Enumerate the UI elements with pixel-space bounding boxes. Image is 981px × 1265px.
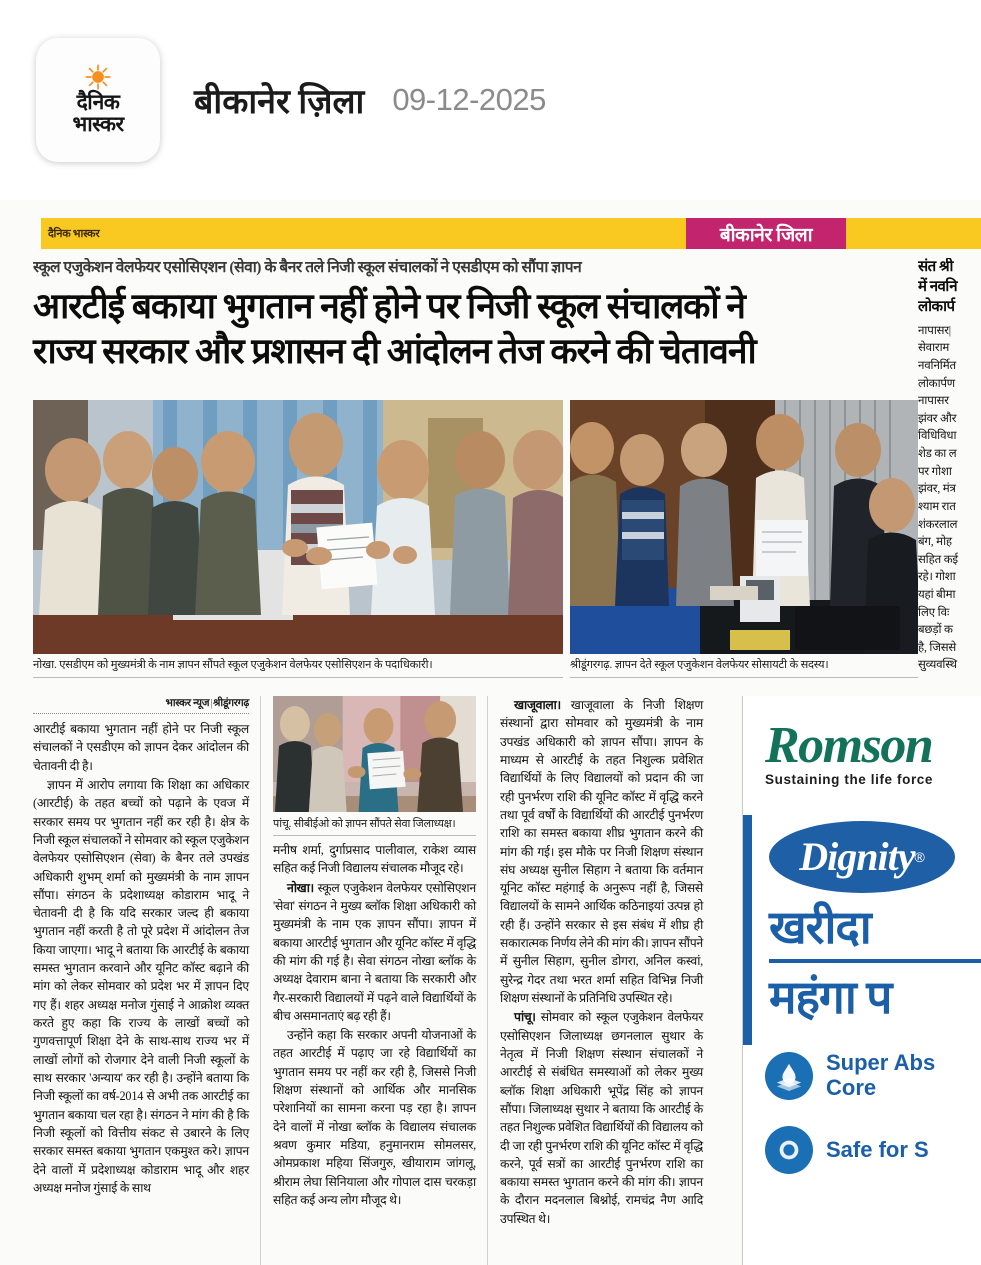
photo-sridungargarh-image <box>570 400 918 654</box>
caption-nokha: नोखा. एसडीएम को मुख्यमंत्री के नाम ज्ञापन सौंपते स्कूल एजुकेशन वेलफेयर एसोसिएशन के पदाधिकारी। <box>33 658 563 678</box>
ad-feature-2-line-1: Safe for S <box>826 1136 929 1162</box>
body-column-3 <box>487 696 714 1265</box>
rc-line-13: रहे। गोशा <box>918 570 956 584</box>
strip-brand-label: दैनिक भास्कर <box>48 228 100 240</box>
c2-para-1: मनीष शर्मा, दुर्गाप्रसाद पालीवाल, राकेश व्यास सहित कई निजी विद्यालय संचालक मौजूद रहे। <box>273 843 476 876</box>
ad-feature-2 <box>765 1126 981 1174</box>
logo-line-2: भास्कर <box>72 112 124 136</box>
article-headline <box>33 284 913 373</box>
safe-skin-icon <box>765 1126 813 1174</box>
absorbent-drop-icon <box>765 1052 813 1100</box>
ad-feature-1-line-1: Super Abs <box>826 1050 936 1076</box>
c3-para-1-text: खाजूवाला के निजी शिक्षण संस्थानों द्वारा सोमवार को मुख्यमंत्री के नाम उपखंड अधिकारी को ज्ञापन सौंपा। ज्ञापन के माध्यम से आरटीई के तहत निशुल्क प्रवेशित विद्यार्थियों के लिए विद्यालयों को प्रदान की जा रही पुनर्भरण राशि की यूनिट कॉस्ट में वृद्धि करने तथा पूर्व वर्षों के विद्यार्थियों की आरटीई पुनर्भरण राशि का समस्त बकाया शीघ्र भुगतान करने की मांग की गई। इस मौके पर निजी शिक्षण संस्थान संघ अध्यक्ष सुनील सिहाग ने बताया कि वर्तमान यूनिट कॉस्ट महंगाई के अनुरूप नहीं है, जिससे विद्यालयों के सामने आर्थिक कठिनाइयां उत्पन्न हो रही हैं। उन्होंने सरकार से इस संबंध में शीघ्र ही सकारात्मक निर्णय लेने की मांग की। ज्ञापन सौंपने में सुनील सिहाग, सुनील डोगरा, अनिल कस्वां, सुरेन्द्र गेदर तथा भरत शर्मा सहित विभिन्न निजी शिक्षण संस्थानों के प्रतिनिधि उपस्थित रहे। <box>500 698 703 1005</box>
rc-head-line-3: लोकार्प <box>918 298 955 315</box>
body-column-2 <box>260 696 487 1265</box>
rc-line-7: पर गोशा <box>918 464 952 478</box>
rc-line-6: शेड का ल <box>918 447 957 461</box>
c3-dateline-1: खाजूवाला। <box>514 698 561 712</box>
sun-icon <box>85 64 111 90</box>
logo-line-1: दैनिक <box>76 90 120 115</box>
c3-para-2 <box>500 1008 703 1228</box>
lead-photo-row <box>33 400 918 654</box>
rc-line-4: झंवर और <box>918 411 957 425</box>
ad-divider <box>769 959 981 963</box>
ad-accent-bar <box>743 815 752 1045</box>
photo-nokha-sdm[interactable] <box>33 400 563 654</box>
ad-logo-dignity <box>769 821 955 893</box>
advertisement-panel[interactable] <box>742 696 981 1265</box>
ad-feature-2-label <box>826 1138 929 1162</box>
photo-panchu-image <box>273 696 476 812</box>
byline: भास्कर न्यूज|श्रीडूंगरगढ़ <box>33 696 249 714</box>
rc-line-11: बंग, मोह <box>918 535 952 549</box>
rc-line-1: नवनिर्मित <box>918 359 956 373</box>
caption-panchu: पांचू. सीबीईओ को ज्ञापन सौंपते सेवा जिलाध्यक्ष। <box>273 816 476 836</box>
rc-head-line-2: में नवनि <box>918 278 958 295</box>
c2-para-3: उन्होंने कहा कि सरकार अपनी योजनाओं के तहत आरटीई में पढ़ाए जा रहे विद्यार्थियों का भुगतान समय पर नहीं कर रही है, जिससे निजी शिक्षण संस्थानों को आर्थिक और मानसिक परेशानियों का सामना करना पड़ रहा है। ज्ञापन देने वालों में नोखा ब्लॉक के विद्यालय संचालक श्रवण कुमार मडिया, हनुमानराम सोमलसर, ओमप्रकाश महिया सिंजगुरु, खीयाराम जांगलू, श्रीराम लेघा सिनियाला और गोपाल दास चरकड़ा सहित कई अन्य लोग मौजूद थे। <box>273 1028 476 1207</box>
ad-hindi-line-2: महंगा प <box>769 972 892 1024</box>
c1-para-2: ज्ञापन में आरोप लगाया कि शिक्षा का अधिकार (आरटीई) के तहत बच्चों को पढ़ाने के एवज में सरकार समय पर भुगतान नहीं कर रही है। क्षेत्र के निजी स्कूल संचालकों ने सोमवार को स्कूल एजुकेशन वेलफेयर एसोसिएशन (सेवा) के बैनर तले उपखंड अधिकारी शुभम् शर्मा को मुख्यमंत्री के नाम ज्ञापन सौंपा। संगठन के प्रदेशाध्यक्ष कोडाराम भादू ने चेतावनी दी है कि यदि सरकार जल्द ही बकाया भुगतान नहीं करती है तो पूरे प्रदेश में आंदोलन तेज किया जाएगा। भादू ने बताया कि आरटीई के बकाया समस्त भुगतान करवाने और यूनिट कॉस्ट बढ़ाने की मांग को लेकर सोमवार को प्रदेश भर में ज्ञापन दिए गए हैं। शहर अध्यक्ष मनोज गुंसाई ने आक्रोश व्यक्त करते हुए कहा कि राज्य के लाखों बच्चों को गुणवत्तापूर्ण शिक्षा देने के साथ-साथ राज्य भर में लाखों लोगों को रोजगार देने वाली निजी स्कूलों के साथ सरकार 'अन्याय' कर रही है। उन्होंने बताया कि निजी स्कूलों का वर्ष-2014 से अभी तक आरटीई का भुगतान बकाया चल रहा है। संगठन ने मांग की है कि निजी स्कूलों को वित्तीय संकट से उबारने के लिए सरकार समस्त बकाया भुगतान एकमुश्त करे। ज्ञापन देने वालों में प्रदेशाध्यक्ष कोडाराम भादू और शहर अध्यक्ष मनोज गुंसाई के साथ <box>33 777 249 1195</box>
article-body <box>33 696 738 1265</box>
rc-line-17: है, जिससे <box>918 640 957 654</box>
ad-tagline: Sustaining the life force <box>765 771 934 787</box>
rc-line-18: सुव्यवस्थि <box>918 658 957 672</box>
byline-place: श्रीडूंगरगढ़ <box>213 698 249 709</box>
right-column-body <box>918 322 981 674</box>
bhaskar-logo[interactable] <box>36 38 160 162</box>
rc-dateline: नापासर| <box>918 323 951 337</box>
ad-feature-1-line-2: Core <box>826 1074 877 1100</box>
rc-line-12: सहित कई <box>918 552 958 566</box>
strip-district-label: बीकानेर जिला <box>719 224 813 246</box>
rc-line-15: लिए विः <box>918 605 950 619</box>
c3-para-2-text: सोमवार को स्कूल एजुकेशन वेलफेयर एसोसिएशन जिलाध्यक्ष छगनलाल सुथार के नेतृत्व में निजी शिक्षण संस्थान संचालकों ने आरटीई से संबंधित समस्याओं को लेकर मुख्य ब्लॉक शिक्षा अधिकारी भूपेंद्र सिंह को ज्ञापन सौंपा। जिलाध्यक्ष सुथार ने बताया कि आरटीई के तहत निशुल्क प्रवेशित विद्यार्थियों की विद्यालय को दी जा रही पुनर्भरण राशि की यूनिट कॉस्ट में वृद्धि करने, पूर्व सत्रों का आरटीई पुनर्भरण राशि का बकाया समस्त भुगतान करने की मांग की। ज्ञापन के दौरान मदनलाल बिश्नोई, रामचंद्र नैण आदि उपस्थित थे। <box>500 1010 704 1226</box>
rc-line-16: बछड़ों क <box>918 623 953 637</box>
rc-head-line-1: संत श्री <box>918 259 953 275</box>
rc-line-9: श्याम रात <box>918 499 956 513</box>
rc-line-10: शंकरलाल <box>918 517 958 531</box>
byline-source: भास्कर न्यूज <box>165 698 210 709</box>
ad-feature-1 <box>765 1051 981 1099</box>
ad-product-block <box>765 821 981 1026</box>
c2-para-2 <box>273 879 476 1026</box>
rc-line-0: सेवाराम <box>918 341 950 355</box>
rc-line-3: नापासर <box>918 394 949 408</box>
photo-caption-row <box>33 658 918 678</box>
ad-product-name: Dignity <box>799 834 915 880</box>
rc-line-8: झंवर, मंत्र <box>918 482 956 496</box>
logo-wordmark <box>72 92 123 136</box>
photo-panchu[interactable] <box>273 696 476 812</box>
newspaper-page[interactable] <box>0 200 981 1265</box>
lead-article-header <box>33 258 913 374</box>
right-column-headline <box>918 258 981 318</box>
registered-mark-icon: ® <box>914 848 925 865</box>
c3-para-1 <box>500 696 703 1007</box>
body-column-1 <box>33 696 260 1265</box>
c1-para-1: आरटीई बकाया भुगतान नहीं होने पर निजी स्कूल संचालकों ने एसडीएम को ज्ञापन देकर आंदोलन की चेतावनी दी है। <box>33 722 249 773</box>
headline-line-1: आरटीई बकाया भुगतान नहीं होने पर निजी स्कूल संचालकों ने <box>33 286 745 327</box>
ad-feature-1-label <box>826 1051 935 1099</box>
page-strip <box>41 218 981 249</box>
photo-sridungargarh[interactable] <box>570 400 918 654</box>
photo-nokha-sdm-image <box>33 400 563 654</box>
article-kicker: स्कूल एजुकेशन वेलफेयर एसोसिएशन (सेवा) के बैनर तले निजी स्कूल संचालकों ने एसडीएम को सौंपा ज्ञापन <box>33 259 582 276</box>
ad-hindi-line-1: खरीदा <box>769 901 871 953</box>
rc-line-14: यहां बीमा <box>918 587 956 601</box>
ad-brand-romson: Romson <box>765 717 933 774</box>
rc-line-2: लोकार्पण <box>918 376 955 390</box>
app-header <box>0 0 981 200</box>
edition-title: बीकानेर ज़िला <box>194 84 365 121</box>
c2-dateline: नोखा। <box>287 880 314 895</box>
c3-dateline-2: पांचू। <box>514 1010 536 1025</box>
caption-sridungargarh: श्रीडूंगरगढ़. ज्ञापन देते स्कूल एजुकेशन वेलफेयर सोसायटी के सदस्य। <box>570 658 918 678</box>
rc-line-5: विधिविधा <box>918 429 957 443</box>
strip-district-badge <box>686 218 846 249</box>
edition-date: 09-12-2025 <box>392 82 546 117</box>
c2-para-2-text: स्कूल एजुकेशन वेलफेयर एसोसिएशन 'सेवा' संगठन ने मुख्य ब्लॉक शिक्षा अधिकारी को मुख्यमंत्री के नाम एक ज्ञापन सौंपा। ज्ञापन में बकाया आरटीई भुगतान और यूनिट कॉस्ट में वृद्धि की मांग की गई है। सेवा संगठन नोखा ब्लॉक के अध्यक्ष देवाराम बाना ने बताया कि सरकारी और गैर-सरकारी विद्यालयों में पढ़ने वाले विद्यार्थियों के बीच असमानताएं बढ़ रही हैं। <box>273 880 476 1023</box>
headline-line-2: राज्य सरकार और प्रशासन दी आंदोलन तेज करने की चेतावनी <box>33 331 756 372</box>
